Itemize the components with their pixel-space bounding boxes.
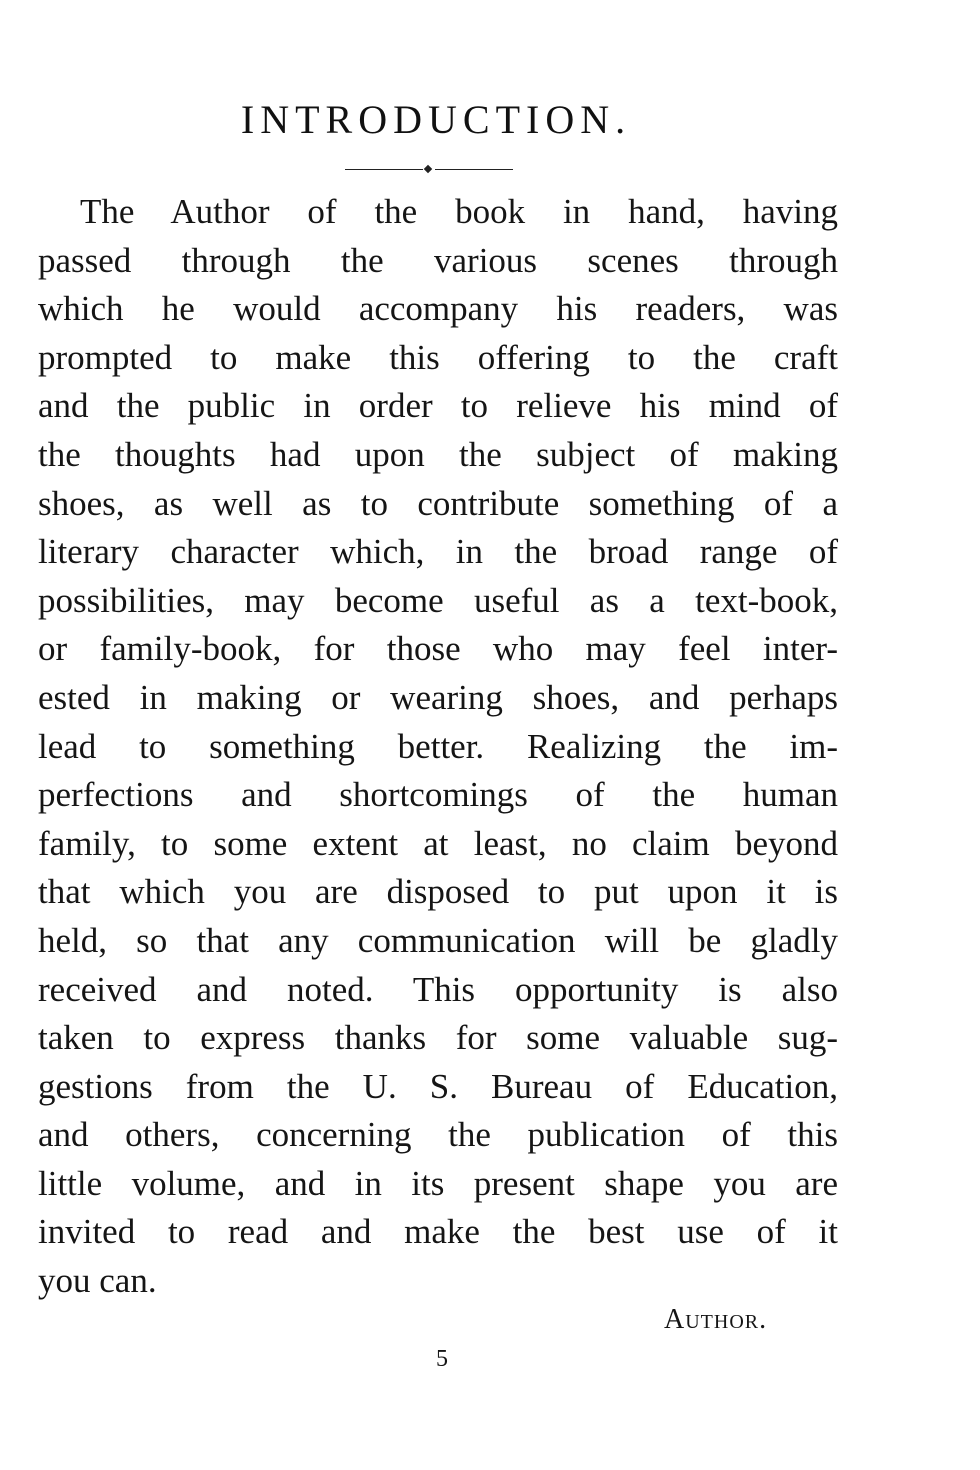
text-line: received and noted. This opportunity is also — [38, 969, 838, 1009]
text-line: passed through the various scenes through — [38, 240, 838, 280]
introduction-paragraph — [38, 188, 838, 1306]
ornament-diamond-icon — [424, 165, 432, 173]
text-line: ested in making or wearing shoes, and perhaps — [38, 677, 838, 717]
page-number: 5 — [436, 1346, 448, 1372]
text-line: shoes, as well as to contribute something of a — [38, 483, 838, 523]
text-line: prompted to make this offering to the craft — [38, 337, 838, 377]
text-line: which he would accompany his readers, was — [38, 289, 838, 329]
text-line: held, so that any communication will be gladly — [38, 920, 838, 960]
text-line: or family-book, for those who may feel inter- — [38, 629, 838, 669]
text-line: perfections and shortcomings of the human — [38, 775, 838, 815]
text-line: that which you are disposed to put upon it is — [38, 872, 838, 912]
text-line: and others, concerning the publication of this — [38, 1115, 838, 1155]
ornament-rule-left — [345, 169, 423, 170]
text-line: you can. — [38, 1261, 157, 1301]
page-title: INTRODUCTION. — [240, 97, 632, 142]
text-line: The Author of the book in hand, having — [80, 192, 838, 231]
text-line: gestions from the U. S. Bureau of Education, — [38, 1066, 838, 1106]
text-line: possibilities, may become useful as a text-book, — [38, 580, 838, 620]
text-line: the thoughts had upon the subject of making — [38, 434, 838, 474]
text-line: lead to something better. Realizing the im- — [38, 726, 838, 766]
author-signature: Author. — [664, 1304, 768, 1335]
ornament-rule-right — [435, 169, 513, 170]
text-line: invited to read and make the best use of it — [38, 1212, 838, 1252]
text-line: taken to express thanks for some valuable sug- — [38, 1018, 838, 1058]
text-line: literary character which, in the broad range of — [38, 532, 838, 572]
text-line: and the public in order to relieve his mind of — [38, 386, 838, 426]
text-line: family, to some extent at least, no claim beyond — [38, 823, 838, 863]
title-ornament — [345, 166, 513, 174]
text-line: little volume, and in its present shape you are — [38, 1163, 838, 1203]
